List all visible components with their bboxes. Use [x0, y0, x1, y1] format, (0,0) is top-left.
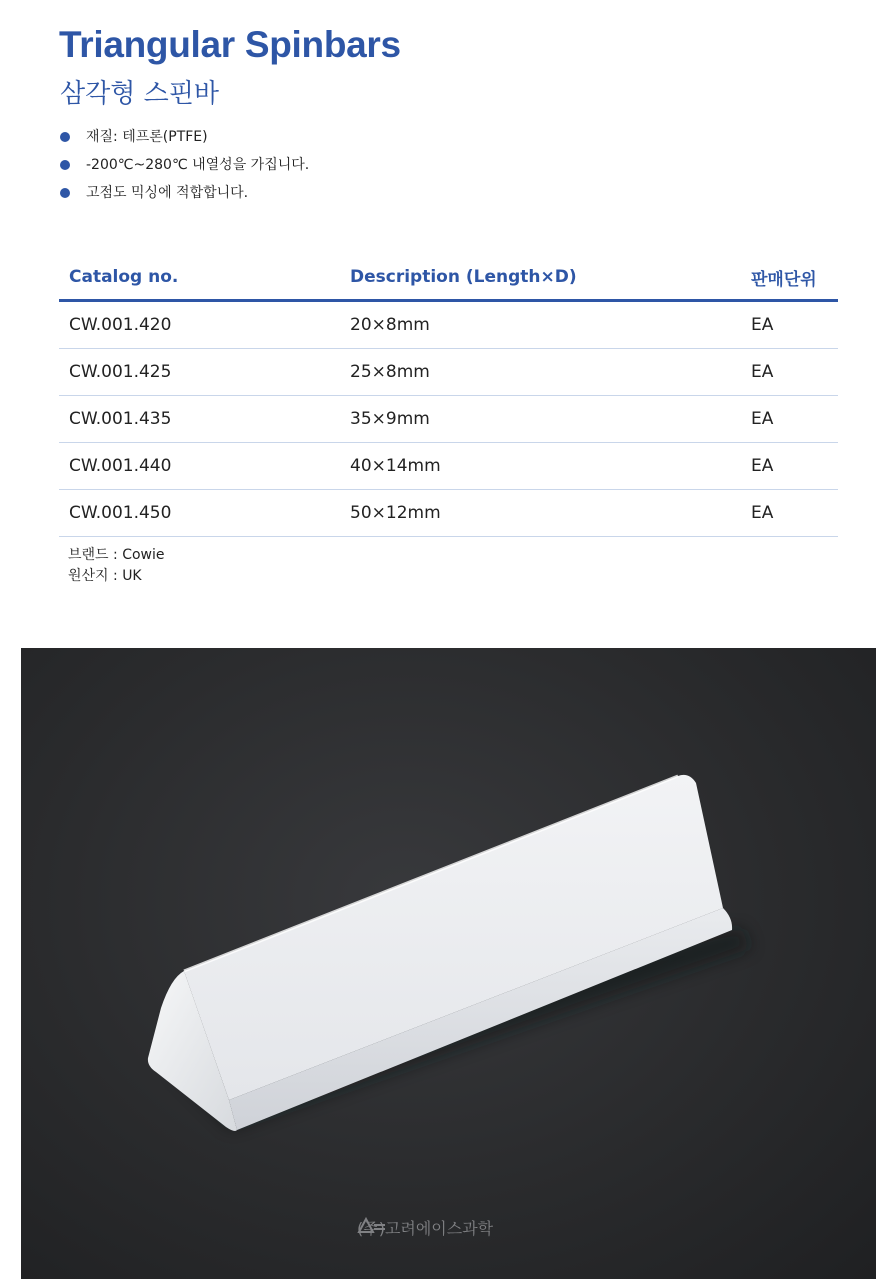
description-cell: 35×9mm: [340, 396, 741, 443]
table-header-row: [59, 255, 838, 301]
description-cell: 50×12mm: [340, 490, 741, 537]
catalog-number-cell: CW.001.450: [59, 490, 340, 537]
unit-cell: EA: [741, 396, 838, 443]
unit-cell: EA: [741, 443, 838, 490]
catalog-number-cell: CW.001.440: [59, 443, 340, 490]
feature-text: 고점도 믹싱에 적합합니다.: [86, 185, 249, 201]
table-row: [59, 301, 838, 349]
bullet-icon: [60, 188, 70, 198]
spec-table: [59, 255, 838, 537]
table-row: [59, 490, 838, 537]
spinbar-illustration: [21, 648, 876, 1279]
feature-text: -200℃~280℃ 내열성을 가집니다.: [86, 157, 310, 173]
feature-item: [60, 126, 309, 154]
feature-list: [60, 126, 309, 210]
column-header-unit: 판매단위: [741, 255, 838, 301]
bullet-icon: [60, 132, 70, 142]
product-subtitle: 삼각형 스핀바: [60, 79, 219, 109]
table-row: [59, 443, 838, 490]
company-logo-icon: [357, 1216, 387, 1234]
column-header-description: Description (Length×D): [340, 255, 741, 301]
description-cell: 40×14mm: [340, 443, 741, 490]
feature-item: [60, 154, 309, 182]
brand-text: 브랜드 : Cowie: [68, 547, 165, 563]
catalog-number-cell: CW.001.435: [59, 396, 340, 443]
bullet-icon: [60, 160, 70, 170]
unit-cell: EA: [741, 490, 838, 537]
feature-item: [60, 182, 309, 210]
company-watermark: [357, 1216, 493, 1239]
catalog-number-cell: CW.001.420: [59, 301, 340, 349]
unit-cell: EA: [741, 301, 838, 349]
origin-text: 원산지 : UK: [68, 568, 142, 584]
product-title: Triangular Spinbars: [59, 24, 401, 65]
product-footnote: [68, 545, 164, 587]
watermark-text: (주)고려에이스과학: [357, 1219, 494, 1238]
description-cell: 20×8mm: [340, 301, 741, 349]
catalog-number-cell: CW.001.425: [59, 349, 340, 396]
table-row: [59, 349, 838, 396]
table-row: [59, 396, 838, 443]
column-header-catalog: Catalog no.: [59, 255, 340, 301]
description-cell: 25×8mm: [340, 349, 741, 396]
feature-text: 재질: 테프론(PTFE): [86, 129, 208, 145]
product-photo: [21, 648, 876, 1279]
unit-cell: EA: [741, 349, 838, 396]
